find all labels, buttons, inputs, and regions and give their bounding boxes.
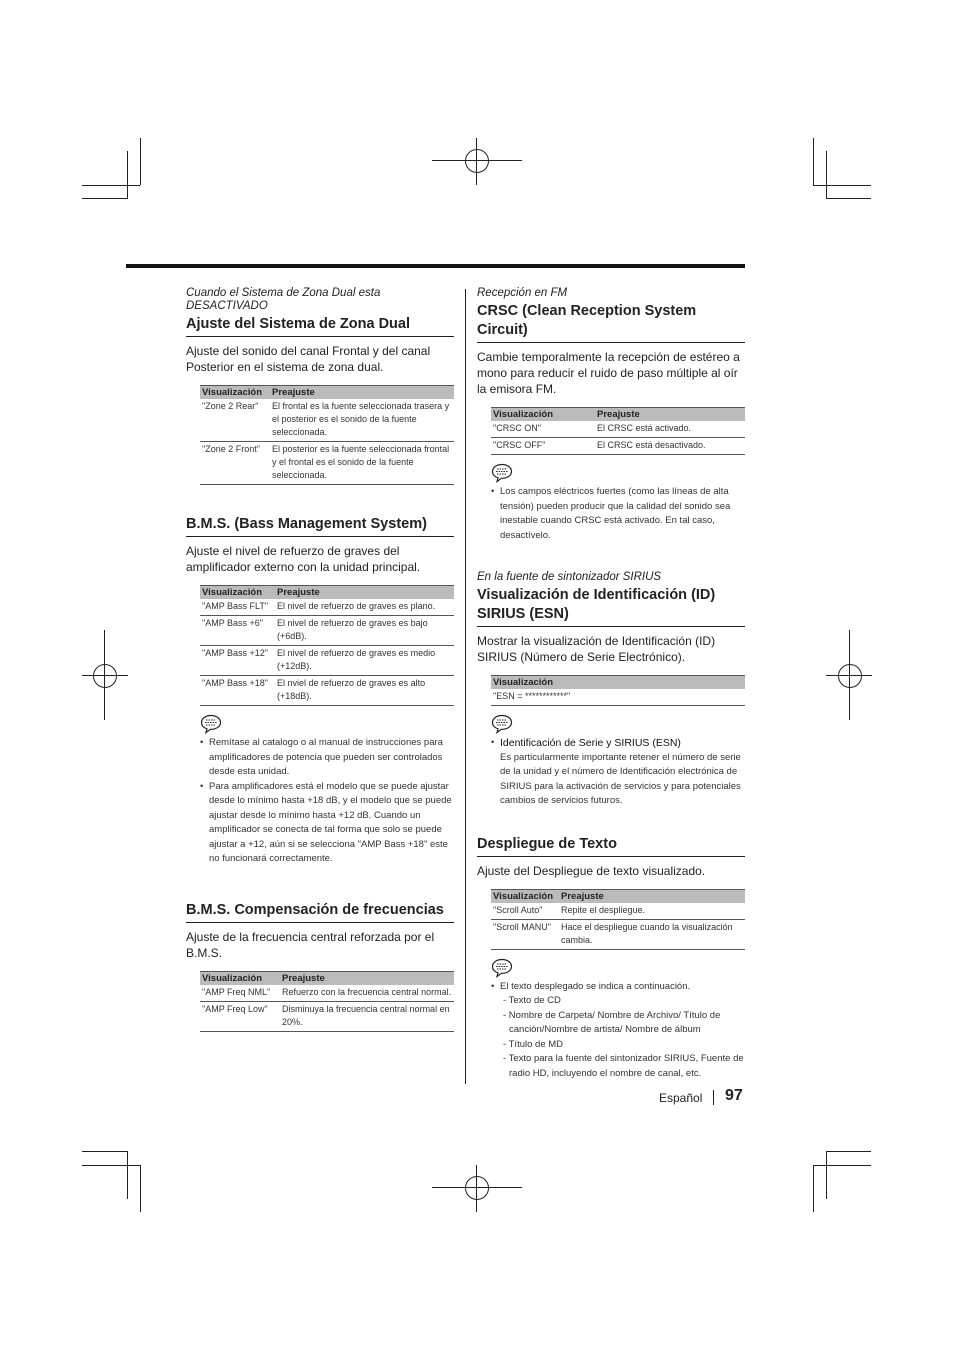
column-header: Visualización	[200, 386, 270, 400]
section-body: Ajuste del sonido del canal Frontal y del canal Posterior en el sistema de zona dual.	[186, 344, 431, 374]
cell-preset: El posterior es la fuente seleccionada frontal y el frontal es el sonido de la fuente seleccionada.	[270, 442, 454, 485]
cell-preset: El nivel de refuerzo de graves es medio (+12dB).	[275, 646, 454, 676]
list-item: • Para amplificadores está el modelo que se puede ajustar desde lo mínimo hasta +18 dB, y el modelo que se puede ajustar desde lo mínimo hasta +12 dB. Cuando un amplificador se conecta de tal forma que solo se puede ajustar a +12, aún si se selecciona "AMP Bass +18" este no funcionará correctamente.	[209, 780, 454, 867]
section-title: Visualización de Identificación (ID) SIRIUS (ESN)	[477, 586, 745, 627]
cell-display: "CRSC OFF"	[491, 438, 595, 455]
cell-display: "AMP Freq Low"	[200, 1001, 280, 1031]
cell-display: "AMP Bass +18"	[200, 676, 275, 706]
note-icon	[491, 958, 513, 978]
cell-preset: El nivel de refuerzo de graves es bajo (+6dB).	[275, 616, 454, 646]
settings-table	[200, 585, 454, 706]
page-number: 97	[725, 1087, 743, 1104]
cell-display: "CRSC ON"	[491, 421, 595, 438]
sub-item: - Nombre de Carpeta/ Nombre de Archivo/ Título de canción/Nombre de artista/ Nombre de álbum	[503, 1009, 721, 1035]
table-row	[200, 599, 454, 616]
table-row	[491, 903, 745, 920]
notes-list	[477, 485, 745, 543]
settings-table	[491, 675, 745, 706]
column-header: Visualización	[491, 408, 595, 422]
section-context: Cuando el Sistema de Zona Dual esta DESACTIVADO	[186, 287, 381, 312]
notes-list	[477, 980, 745, 1082]
section-body: Ajuste el nivel de refuerzo de graves del amplificador externo con la unidad principal.	[186, 544, 421, 574]
section-text-scroll	[477, 835, 745, 1082]
settings-table	[200, 385, 454, 485]
column-header: Visualización	[200, 586, 275, 600]
table-row	[200, 442, 454, 485]
section-crsc	[477, 287, 745, 543]
table-row	[200, 399, 454, 442]
cell-preset: El frontal es la fuente seleccionada trasera y el posterior es el sonido de la fuente seleccionada.	[270, 399, 454, 442]
settings-table	[491, 889, 745, 950]
note-title: • Identificación de Serie y SIRIUS (ESN)	[500, 737, 681, 749]
section-title: CRSC (Clean Reception System Circuit)	[477, 302, 745, 343]
right-column	[477, 287, 745, 1081]
column-header: Preajuste	[595, 408, 745, 422]
column-header: Visualización	[491, 676, 745, 690]
cell-preset: El CRSC está desactivado.	[595, 438, 745, 455]
settings-table	[200, 971, 454, 1032]
column-header: Preajuste	[559, 889, 745, 903]
cell-display: "AMP Bass FLT"	[200, 599, 275, 616]
cell-preset: El CRSC está activado.	[595, 421, 745, 438]
cell-preset: Refuerzo con la frecuencia central normal.	[280, 985, 454, 1002]
section-bms	[186, 515, 454, 867]
section-title: B.M.S. Compensación de frecuencias	[186, 901, 454, 923]
sub-item: - Texto para la fuente del sintonizador SIRIUS, Fuente de radio HD, incluyendo el nombre de canal, etc.	[503, 1053, 744, 1079]
section-sirius-id	[477, 571, 745, 809]
cell-display: "Zone 2 Rear"	[200, 399, 270, 442]
section-body: Ajuste del Despliegue de texto visualizado.	[477, 863, 706, 878]
sub-item: - Título de MD	[503, 1038, 564, 1050]
note-body: Es particularmente importante retener el número de serie de la unidad y el número de Identificación electrónica de SIRIUS para la activación de servicios y para potenciales cambios de servicios futuros.	[500, 751, 741, 806]
section-bms-frequency	[186, 901, 454, 1032]
section-body: Ajuste de la frecuencia central reforzada por el B.M.S.	[186, 929, 435, 960]
list-item: • Los campos eléctricos fuertes (como las líneas de alta tensión) pueden producir que la calidad del sonido sea inestable cuando CRSC está activado. En tal caso, desactívelo.	[500, 485, 745, 543]
cell-display: "AMP Freq NML"	[200, 985, 280, 1002]
header-rule	[126, 264, 745, 268]
table-row	[200, 646, 454, 676]
table-row	[200, 676, 454, 706]
cell-display: "Scroll MANU"	[491, 919, 559, 949]
cell-display: "Scroll Auto"	[491, 903, 559, 920]
list-item: • Remítase al catalogo o al manual de instrucciones para amplificadores de potencia que pueden ser controlados desde esta unidad.	[209, 736, 454, 780]
cell-display: "Zone 2 Front"	[200, 442, 270, 485]
note-icon	[491, 714, 513, 734]
section-context: Recepción en FM	[477, 287, 568, 299]
column-header: Preajuste	[275, 586, 454, 600]
section-title: Despliegue de Texto	[477, 835, 745, 857]
list-item	[500, 980, 745, 1082]
table-row	[200, 616, 454, 646]
sub-item: - Texto de CD	[503, 995, 561, 1006]
cell-display: "AMP Bass +6"	[200, 616, 275, 646]
note-text: • El texto desplegado se indica a continuación.	[500, 980, 691, 992]
cell-display: "ESN = ************"	[491, 689, 745, 706]
notes-list	[477, 736, 745, 809]
section-dual-zone	[186, 287, 454, 485]
column-header: Preajuste	[270, 386, 454, 400]
cell-preset: El nviel de refuerzo de graves es alto (+18dB).	[275, 676, 454, 706]
column-divider	[465, 289, 466, 1084]
cell-preset: El nivel de refuerzo de graves es plano.	[275, 599, 454, 616]
section-body: Mostrar la visualización de Identificación (ID) SIRIUS (Número de Serie Electrónico).	[477, 634, 716, 664]
table-row	[200, 1001, 454, 1031]
cell-display: "AMP Bass +12"	[200, 646, 275, 676]
section-title: B.M.S. (Bass Management System)	[186, 515, 454, 537]
column-header: Visualización	[491, 889, 559, 903]
cell-preset: Disminuya la frecuencia central normal en 20%.	[280, 1001, 454, 1031]
note-icon	[200, 714, 222, 734]
left-column	[186, 287, 454, 1032]
section-context: En la fuente de sintonizador SIRIUS	[477, 571, 662, 583]
table-row	[491, 689, 745, 706]
notes-list	[186, 736, 454, 867]
settings-table	[491, 407, 745, 455]
table-row	[491, 919, 745, 949]
cell-preset: Hace el despliegue cuando la visualización cambia.	[559, 919, 745, 949]
section-body: Cambie temporalmente la recepción de estéreo a mono para reducir el ruido de paso múltiple al oír la emisora FM.	[477, 350, 740, 396]
section-title: Ajuste del Sistema de Zona Dual	[186, 315, 454, 337]
note-icon	[491, 463, 513, 483]
table-row	[200, 985, 454, 1002]
footer-language: Español	[659, 1091, 703, 1105]
table-row	[491, 421, 745, 438]
column-header: Preajuste	[280, 971, 454, 985]
list-item	[500, 736, 745, 809]
column-header: Visualización	[200, 971, 280, 985]
table-row	[491, 438, 745, 455]
footer-separator	[713, 1090, 714, 1105]
cell-preset: Repite el despliegue.	[559, 903, 745, 920]
